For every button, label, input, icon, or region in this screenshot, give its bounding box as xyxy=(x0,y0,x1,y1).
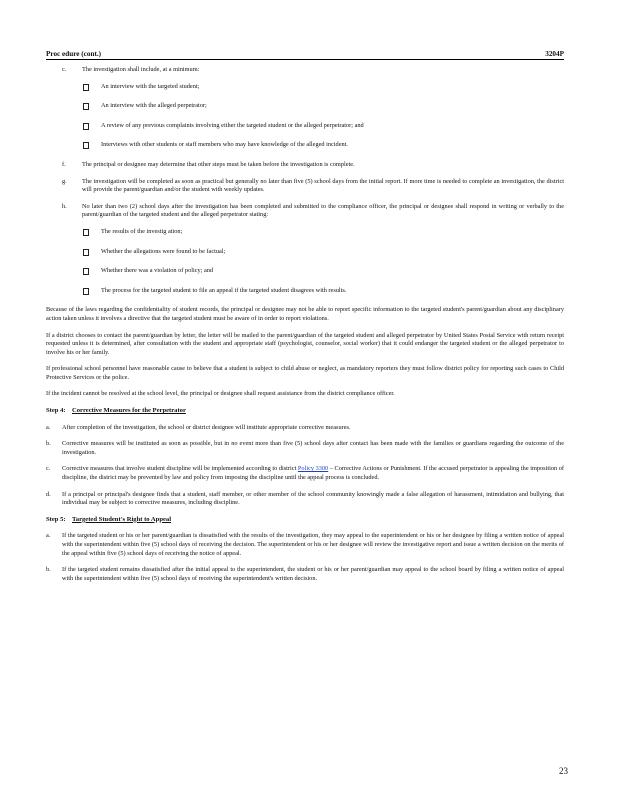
checkbox-bullet-icon xyxy=(83,142,89,149)
page-number: 23 xyxy=(559,766,568,776)
policy-3300-link[interactable]: Policy 3300 xyxy=(297,465,329,473)
document-body xyxy=(46,66,564,591)
bullet-item: An interview with the alleged perpetrator; xyxy=(46,102,564,114)
section-g: g. The investigation will be completed as soon as practical but generally no later than five (5) school days from the initial report. If more time is needed to complete an investigation, the district will provide the parent/guardian and/or the student with weekly updates. xyxy=(62,177,564,194)
header-title: Proc edure (cont.) xyxy=(46,50,102,58)
bullet-item: Whether the allegations were found to be factual; xyxy=(46,248,564,260)
bullet-item: The results of the investig ation; xyxy=(46,228,564,240)
step-4-item: c. Corrective measures that involve student discipline will be implemented according to district Policy 3300 – Corrective Actions or Punishment. If the accused perpetrator is appealing the imposition of discipline, the district may be prevented by law and policy from imposing the discipline until the appeal process is concluded. xyxy=(46,465,564,482)
bullet-item: Interviews with other students or staff members who may have knowledge of the alleged incident. xyxy=(46,141,564,153)
step-4-item: d. If a principal or principal's designee finds that a student, staff member, or other member of the school community knowingly made a false allegation of harassment, intimidation and bullying, that individual may be subject to corrective measures, including discipline. xyxy=(46,490,564,507)
step-5-title: Targeted Student's Right to Appeal xyxy=(72,515,172,523)
checkbox-bullet-icon xyxy=(83,229,89,236)
checkbox-bullet-icon xyxy=(83,288,89,295)
checkbox-bullet-icon xyxy=(83,249,89,256)
bullet-item: Whether there was a violation of policy; and xyxy=(46,267,564,279)
step-4-title: Corrective Measures for the Perpetrator xyxy=(72,407,186,415)
checkbox-bullet-icon xyxy=(83,268,89,275)
paragraph-abuse-reporting: If professional school personnel have reasonable cause to believe that a student is subject to child abuse or neglect, as mandatory reporters they must follow district policy for reporting such cases to Child Protective Services or the police. xyxy=(46,365,564,381)
section-c-text: The investigation shall include, at a minimum: xyxy=(82,66,200,73)
header-policy-number: 3204P xyxy=(545,50,564,58)
paragraph-letter: If a district chooses to contact the parent/guardian by letter, the letter will be mailed to the parent/guardian of the targeted student and alleged perpetrator by United States Postal Service with return receipt requested unless it is determined, after consultation with the student and appropriate staff (psychologist, counselor, social worker) that it could endanger the targeted student or the alleged perpetrator to involve his or her family. xyxy=(46,331,564,356)
step-4-heading: Step 4: Corrective Measures for the Perpetrator xyxy=(46,407,186,415)
section-c-label: c. xyxy=(62,66,67,73)
checkbox-bullet-icon xyxy=(83,103,89,110)
bullet-item: A review of any previous complaints involving either the targeted student or the alleged perpetrator; and xyxy=(46,122,564,134)
step-5-heading: Step 5: Targeted Student's Right to Appeal xyxy=(46,515,172,523)
bullet-item: An interview with the targeted student; xyxy=(46,83,564,95)
checkbox-bullet-icon xyxy=(83,123,89,130)
section-c xyxy=(46,66,564,75)
paragraph-confidentiality: Because of the laws regarding the confidentiality of student records, the principal or designee may not be able to report specific information to the targeted student's parent/guardian about any disciplinary action taken unless it involves a directive that the targeted student must be aware of in order to report violations. xyxy=(46,306,564,322)
bullet-item: The process for the targeted student to file an appeal if the targeted student disagrees with results. xyxy=(46,287,564,299)
step-5-item: a. If the targeted student or his or her parent/guardian is dissatisfied with the results of the investigation, they may appeal to the superintendent or his or her designee by filing a written notice of appeal with the superintendent within five (5) school days of receiving the decision. The superintendent or his or her designee will review the investigative report and issue a written decision on the merits of the appeal within five (5) school days of receiving the notice of appeal. xyxy=(46,532,564,557)
step-5-item: b. If the targeted student remains dissatisfied after the initial appeal to the superintendent, the student or his or her parent/guardian may appeal to the school board by filing a written notice of appeal with the superintendent within five (5) school days of receiving the superintendent's written decision. xyxy=(46,566,564,582)
step-4-item: b. Corrective measures will be instituted as soon as possible, but in no event more than five (5) school days after contact has been made with the families or guardians regarding the outcome of the investigation. xyxy=(46,440,564,456)
paragraph-compliance: If the incident cannot be resolved at the school level, the principal or designee shall request assistance from the district compliance officer. xyxy=(46,390,395,398)
checkbox-bullet-icon xyxy=(83,84,89,91)
step-4-item: a. After completion of the investigation, the school or district designee will institute appropriate corrective measures. xyxy=(46,423,351,431)
section-h: h. No later than two (2) school days after the investigation has been completed and submitted to the compliance officer, the principal or designee shall respond in writing or verbally to the parent/guardian of the targeted student and the alleged perpetrator stating: xyxy=(62,202,564,219)
page-header xyxy=(46,50,564,60)
section-f: f. The principal or designee may determine that other steps must be taken before the investigation is complete. xyxy=(62,160,355,168)
